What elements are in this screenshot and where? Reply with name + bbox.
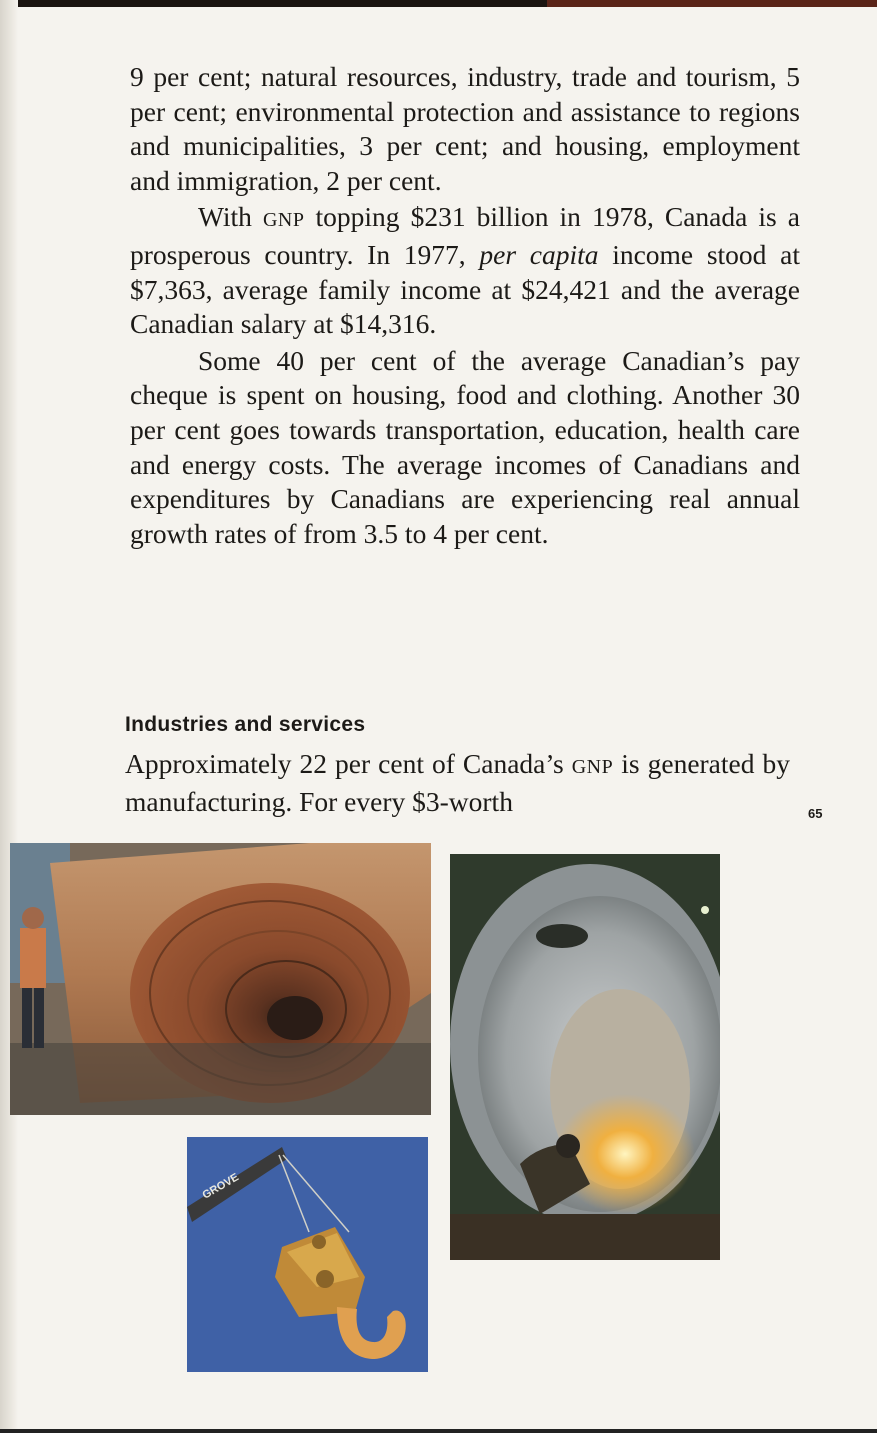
- top-page-edge: [0, 0, 877, 7]
- bottom-page-edge: [0, 1429, 877, 1433]
- crane-hook-photo: [187, 1137, 428, 1372]
- pipe-welding-illustration: [450, 854, 720, 1260]
- gnp-abbreviation: GNP: [571, 756, 614, 778]
- body-text-lower: [125, 747, 790, 819]
- paragraph-gnp: With GNP topping $231 billion in 1978, Canada is a prosperous country. In 1977, per capita income stood at $7,363, average family income at $24,421 and the average Canadian salary at $14,316.: [130, 201, 801, 340]
- paragraph-budget: 9 per cent; natural resources, industry, trade and tourism, 5 per cent; environmental protection and assistance to regions and municipalities, 3 per cent; and housing, employment and immigration, 2 per cent.: [130, 61, 800, 196]
- paragraph-spending: Some 40 per cent of the average Canadian’s pay cheque is spent on housing, food and clothing. Another 30 per cent goes towards transportation, education, health care and energy costs. The average incomes of Canadians and expenditures by Canadians are experiencing real annual growth rates of from 3.5 to 4 per cent.: [130, 344, 800, 549]
- section-heading: Industries and services: [125, 713, 366, 736]
- pipe-welding-photo: [450, 854, 720, 1260]
- page-spine-shadow: [0, 0, 18, 1433]
- paper-roll-illustration: [10, 843, 431, 1115]
- crane-lettering: GROVE: [200, 1171, 241, 1202]
- body-text-upper: [130, 60, 800, 551]
- page-number: 65: [808, 806, 823, 821]
- paragraph-manufacturing: Approximately 22 per cent of Canada’s GNP is generated by manufacturing. For every $3-worth: [125, 748, 790, 817]
- crane-hook-illustration: [187, 1137, 428, 1372]
- paper-roll-photo: [10, 843, 431, 1115]
- gnp-abbreviation: GNP: [262, 209, 305, 232]
